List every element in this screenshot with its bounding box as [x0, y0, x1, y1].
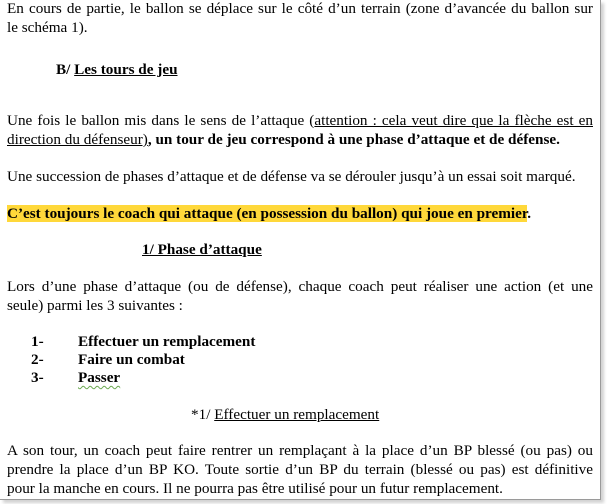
- section-b-label: B/: [56, 61, 75, 78]
- para1-a2: attention : cela veut dire que la flèche est en: [314, 112, 593, 129]
- para1-line-1: [7, 111, 593, 130]
- para3-line-1: Lors d’une phase d’attaque (ou de défense), chaque coach peut réaliser une action (et une: [7, 278, 593, 295]
- section-b-heading: [56, 60, 178, 79]
- section-b-title: Les tours de jeu: [74, 61, 178, 78]
- para2: Une succession de phases d’attaque et de défense va se dérouler jusqu’à un essai soit marqué.: [7, 168, 576, 185]
- list-item-number: 3-: [31, 369, 44, 386]
- para1-b1: direction du défenseur): [7, 131, 148, 148]
- subsection-prefix: *1/: [191, 406, 215, 423]
- subsection-heading: [191, 405, 379, 424]
- para4-line-3: pour la manche en cours. Il ne pourra pas être utilisé pour un futur remplacement.: [7, 480, 503, 497]
- para1-b2: , un tour de jeu correspond à une phase d’attaque et de défense.: [147, 131, 560, 148]
- para4-line-2: prendre la place d’un BP KO. Toute sortie d’un BP du terrain (blessé ou pas) est définitive: [7, 461, 593, 478]
- list-item-text: Effectuer un remplacement: [78, 333, 256, 350]
- highlight-end: .: [527, 205, 532, 222]
- section-1-title: 1/ Phase d’attaque: [142, 241, 262, 258]
- para1-a1: Une fois le ballon mis dans le sens de l’attaque (: [7, 112, 315, 129]
- intro-line-2: le schéma 1).: [7, 19, 88, 36]
- intro-line-1: En cours de partie, le ballon se déplace sur le côté d’un terrain (zone d’avancée du ballon sur: [7, 0, 593, 17]
- list-item-number: 2-: [31, 351, 44, 368]
- list-item-number: 1-: [31, 333, 44, 350]
- list-item-text: Passer: [78, 369, 121, 386]
- para1-line-2: [7, 130, 560, 149]
- para4-line-1: A son tour, un coach peut faire rentrer un remplaçant à la place d’un BP blessé (ou pas) ou: [7, 442, 593, 459]
- list-item-text: Faire un combat: [78, 351, 185, 368]
- highlight-line: [7, 204, 531, 223]
- highlight-text: C’est toujours le coach qui attaque (en possession du ballon) qui joue en premier: [7, 205, 528, 222]
- subsection-title: Effectuer un remplacement: [214, 406, 380, 423]
- para3-line-2: seule) parmi les 3 suivantes :: [7, 297, 183, 314]
